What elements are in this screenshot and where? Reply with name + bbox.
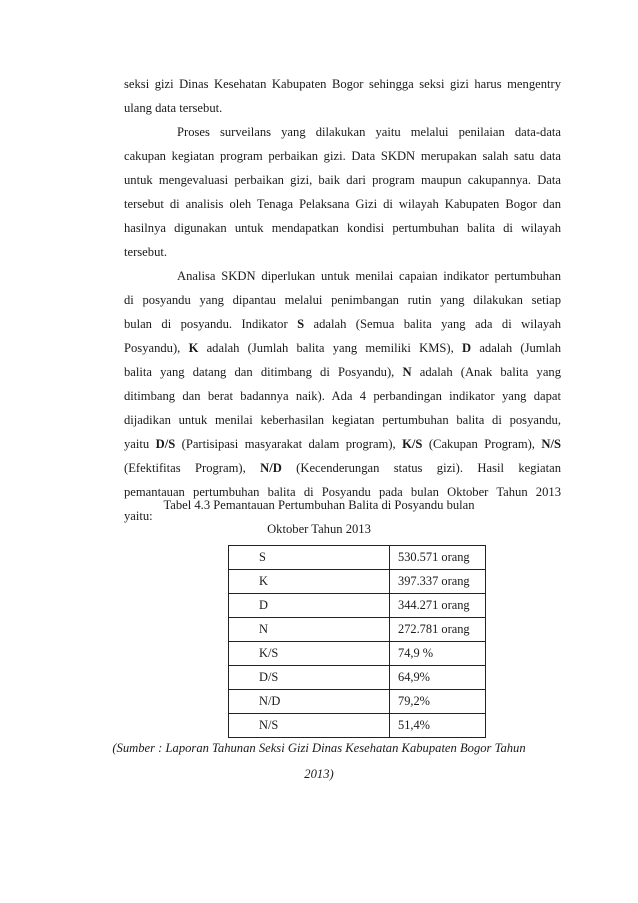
paragraph-line: tersebut di analisis oleh Tenaga Pelaksana Gizi di wilayah Kabupaten Bogor dan [124,197,561,211]
text-run: (Kecenderungan status gizi). Hasil kegiatan [281,461,561,475]
source-note-line-1: (Sumber : Laporan Tahunan Seksi Gizi Dinas Kesehatan Kabupaten Bogor Tahun [112,741,526,755]
value-cell: 344.271 orang [390,594,486,618]
value-cell: 79,2% [390,690,486,714]
table-row [229,570,486,594]
table-caption-line-2: Oktober Tahun 2013 [267,522,371,536]
paragraph-line: tersebut. [124,245,168,259]
source-note-line-2: 2013) [304,767,334,781]
paragraph-line: Proses surveilans yang dilakukan yaitu melalui penilaian data-data [177,125,561,139]
paragraph-line [124,312,561,336]
value-cell: 272.781 orang [390,618,486,642]
table-row [229,666,486,690]
text-run: adalah (Anak balita yang [411,365,561,379]
text-run: balita yang datang dan ditimbang di Posyandu), [124,365,403,379]
text-run: Posyandu), [124,341,189,355]
paragraph-line: yaitu: [124,509,153,523]
table-caption-line-1: Tabel 4.3 Pemantauan Pertumbuhan Balita di Posyandu bulan [163,498,475,512]
paragraph-line: di posyandu yang dipantau melalui penimbangan rutin yang dilakukan setiap [124,293,561,307]
paragraph-line: ditimbang dan berat badannya naik). Ada 4 perbandingan indikator yang dapat [124,389,561,403]
paragraph-line [124,456,561,480]
text-run: (Partisipasi masyarakat dalam program), [175,437,403,451]
indicator-term: N/D [260,461,282,475]
paragraph-line: Analisa SKDN diperlukan untuk menilai capaian indikator pertumbuhan [177,269,561,283]
text-run: adalah (Semua balita yang ada di wilayah [304,317,562,331]
value-cell: 64,9% [390,666,486,690]
table-row [229,714,486,738]
paragraph-line: cakupan kegiatan program perbaikan gizi. Data SKDN merupakan salah satu data [124,149,561,163]
text-run: bulan di posyandu. Indikator [124,317,298,331]
indicator-cell: D/S [229,666,390,690]
indicator-cell: D [229,594,390,618]
table-row [229,594,486,618]
text-run: adalah (Jumlah [471,341,561,355]
value-cell: 74,9 % [390,642,486,666]
indicator-term: D [461,341,472,355]
text-run: adalah (Jumlah balita yang memiliki KMS), [198,341,462,355]
paragraph-line: pemantauan pertumbuhan balita di Posyandu pada bulan Oktober Tahun 2013 [124,485,561,499]
table-row [229,690,486,714]
indicator-cell: K/S [229,642,390,666]
paragraph-line: untuk mengevaluasi perbaikan gizi, baik dari program maupun cakupannya. Data [124,173,561,187]
table-row [229,642,486,666]
paragraph-line [124,336,561,360]
text-run: (Efektifitas Program), [124,461,261,475]
paragraph-line: seksi gizi Dinas Kesehatan Kabupaten Bogor sehingga seksi gizi harus mengentry [124,77,561,91]
indicator-cell: N/S [229,714,390,738]
indicator-cell: N [229,618,390,642]
value-cell: 51,4% [390,714,486,738]
table-row [229,618,486,642]
indicator-term: S [297,317,305,331]
indicator-cell: S [229,546,390,570]
text-run: yaitu [124,437,156,451]
table-row [229,546,486,570]
skdn-table [228,545,486,738]
value-cell: 530.571 orang [390,546,486,570]
paragraph-line [124,360,561,384]
paragraph-line [124,432,561,456]
indicator-term: N/S [541,437,561,451]
indicator-cell: K [229,570,390,594]
indicator-term: N [402,365,412,379]
indicator-term: K [188,341,199,355]
paragraph-line: dijadikan untuk menilai keberhasilan kegiatan pertumbuhan balita di posyandu, [124,413,561,427]
paragraph-line: ulang data tersebut. [124,101,223,115]
indicator-term: K/S [402,437,423,451]
text-run: (Cakupan Program), [422,437,542,451]
indicator-term: D/S [155,437,176,451]
table-body [229,546,486,738]
indicator-cell: N/D [229,690,390,714]
paragraph-line: hasilnya digunakan untuk mendapatkan kondisi pertumbuhan balita di wilayah [124,221,561,235]
value-cell: 397.337 orang [390,570,486,594]
